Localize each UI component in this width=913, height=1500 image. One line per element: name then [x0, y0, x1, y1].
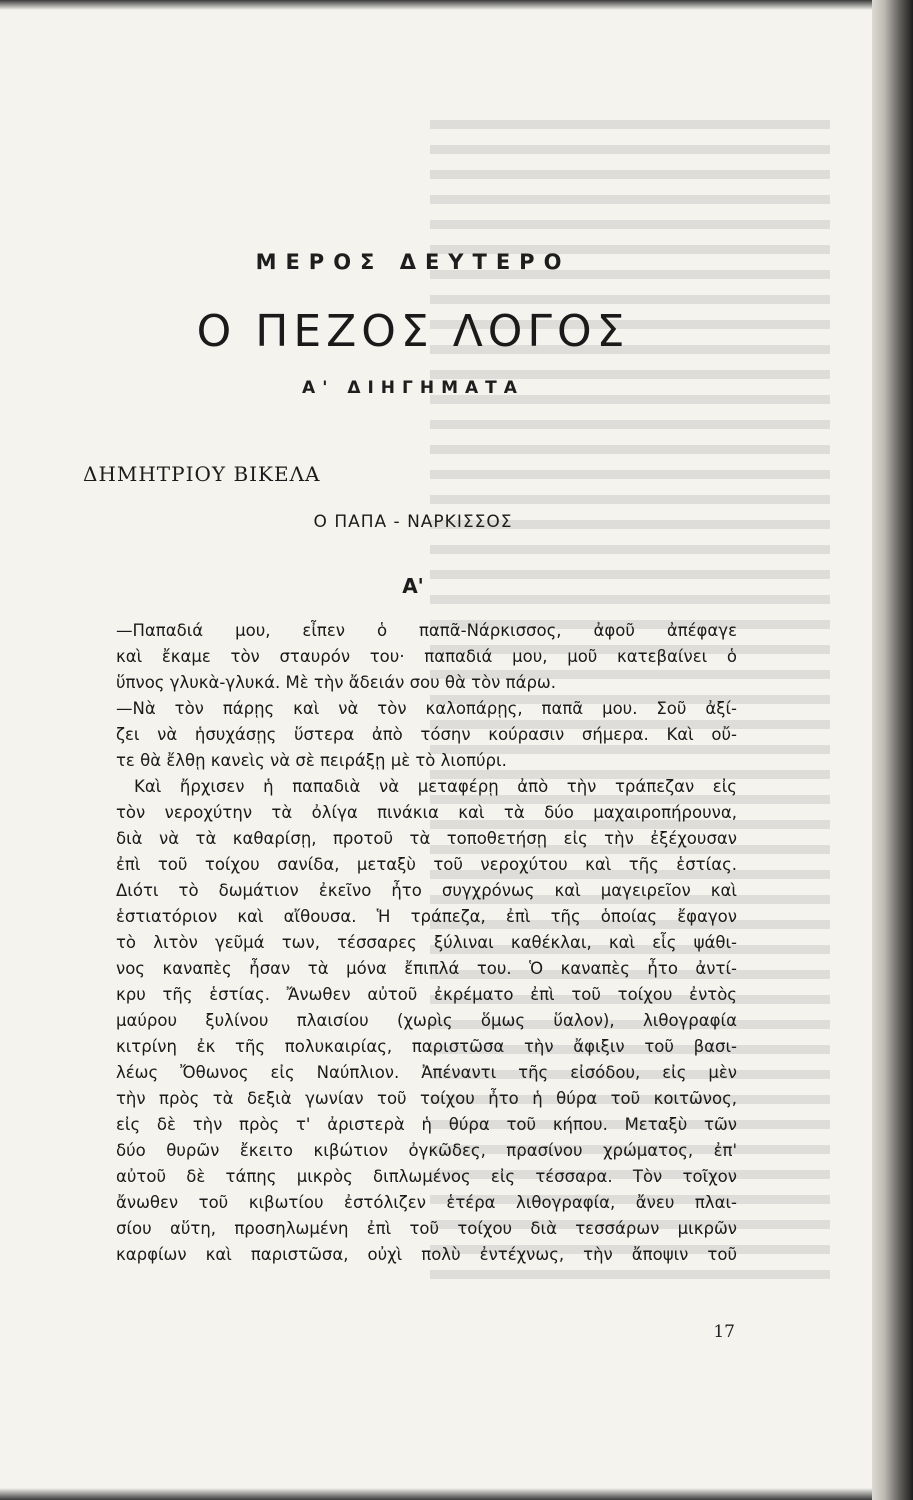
body-line: ἄνωθεν τοῦ κιβωτίου ἐστόλιζεν ἑτέρα λιθογραφία, ἄνευ πλαι- [116, 1193, 737, 1212]
scan-right-edge [872, 0, 913, 1500]
body-line: δύο θυρῶν ἔκειτο κιβώτιον ὀγκῶδες, πρασίνου χρώματος, ἐπ' [116, 1141, 737, 1160]
body-line: ὕπνος γλυκὰ-γλυκά. Μὲ τὴν ἄδειάν σου θὰ τὸν πάρω. [116, 673, 556, 692]
body-line: ἑστιατόριον καὶ αἴθουσα. Ἡ τράπεζα, ἐπὶ τῆς ὁποίας ἔφαγον [116, 907, 737, 926]
body-line: μαύρου ξυλίνου πλαισίου (χωρὶς ὅμως ὕαλον), λιθογραφία [116, 1011, 737, 1030]
body-line: ζει νὰ ἡσυχάσῃς ὕστερα ἀπὸ τόσην κούρασιν σήμερα. Καὶ οὔ- [116, 725, 737, 744]
body-line: εἰς δὲ τὴν πρὸς τ' ἀριστερὰ ἡ θύρα τοῦ κήπου. Μεταξὺ τῶν [116, 1115, 737, 1134]
section-heading: Α' ΔΙΗΓΗΜΑΤΑ [302, 378, 524, 398]
body-line: Διότι τὸ δωμάτιον ἐκεῖνο ἦτο συγχρόνως καὶ μαγειρεῖον καὶ [116, 881, 737, 900]
story-title: Ο ΠΑΠΑ - ΝΑΡΚΙΣΣΟΣ [313, 512, 513, 532]
body-line: καρφίων καὶ παριστῶσα, οὐχὶ πολὺ ἐντέχνως, τὴν ἄποψιν τοῦ [116, 1245, 737, 1264]
body-line: κιτρίνη ἐκ τῆς πολυκαιρίας, παριστῶσα τὴν ἄφιξιν τοῦ βασι- [116, 1037, 737, 1056]
scan-bottom-edge [0, 1488, 880, 1500]
body-line: νος καναπὲς ἦσαν τὰ μόνα ἔπιπλά του. Ὁ καναπὲς ἦτο ἀντί- [116, 959, 737, 978]
body-line: τε θὰ ἔλθῃ κανεὶς νὰ σὲ πειράξῃ μὲ τὸ λιοπύρι. [116, 751, 507, 770]
body-line: αὐτοῦ δὲ τάπης μικρὸς διπλωμένος εἰς τέσσαρα. Τὸν τοῖχον [116, 1167, 737, 1186]
page-number: 17 [713, 1322, 735, 1342]
author-name: ΔΗΜΗΤΡΙΟΥ ΒΙΚΕΛΑ [83, 462, 321, 486]
body-line: τὸν νεροχύτην τὰ ὀλίγα πινάκια καὶ τὰ δύο μαχαιροπήρουνα, [116, 803, 737, 822]
body-line: κρυ τῆς ἑστίας. Ἄνωθεν αὐτοῦ ἐκρέματο ἐπὶ τοῦ τοίχου ἐντὸς [116, 985, 737, 1004]
body-line: —Νὰ τὸν πάρῃς καὶ νὰ τὸν καλοπάρῃς, παπᾶ μου. Σοῦ ἀξί- [116, 699, 737, 718]
body-line: λέως Ὄθωνος εἰς Ναύπλιον. Ἀπέναντι τῆς εἰσόδου, εἰς μὲν [116, 1063, 737, 1082]
body-line: Καὶ ἤρχισεν ἡ παπαδιὰ νὰ μεταφέρῃ ἀπὸ τὴν τράπεζαν εἰς [134, 777, 737, 796]
body-line: σίου αὕτη, προσηλωμένη ἐπὶ τοῦ τοίχου διὰ τεσσάρων μικρῶν [116, 1219, 737, 1238]
body-line: τὸ λιτὸν γεῦμά των, τέσσαρες ξύλιναι καθέκλαι, καὶ εἷς ψάθι- [116, 933, 737, 952]
scan-top-edge [0, 0, 880, 10]
main-title: Ο ΠΕΖΟΣ ΛΟΓΟΣ [196, 306, 630, 357]
part-heading: ΜΕΡΟΣ ΔΕΥΤΕΡΟ [255, 250, 571, 274]
body-line: καὶ ἔκαμε τὸν σταυρόν του· παπαδιά μου, μοῦ κατεβαίνει ὁ [116, 647, 737, 666]
body-line: διὰ νὰ τὰ καθαρίσῃ, προτοῦ τὰ τοποθετήσῃ εἰς τὴν ἐξέχουσαν [116, 829, 737, 848]
body-line: τὴν πρὸς τὰ δεξιὰ γωνίαν τοῦ τοίχου ἦτο ἡ θύρα τοῦ κοιτῶνος, [116, 1089, 737, 1108]
chapter-number: Α' [402, 574, 424, 598]
body-line: ἐπὶ τοῦ τοίχου σανίδα, μεταξὺ τοῦ νεροχύτου καὶ τῆς ἑστίας. [116, 855, 737, 874]
body-line: —Παπαδιά μου, εἶπεν ὁ παπᾶ-Νάρκισσος, ἀφοῦ ἀπέφαγε [116, 621, 737, 640]
